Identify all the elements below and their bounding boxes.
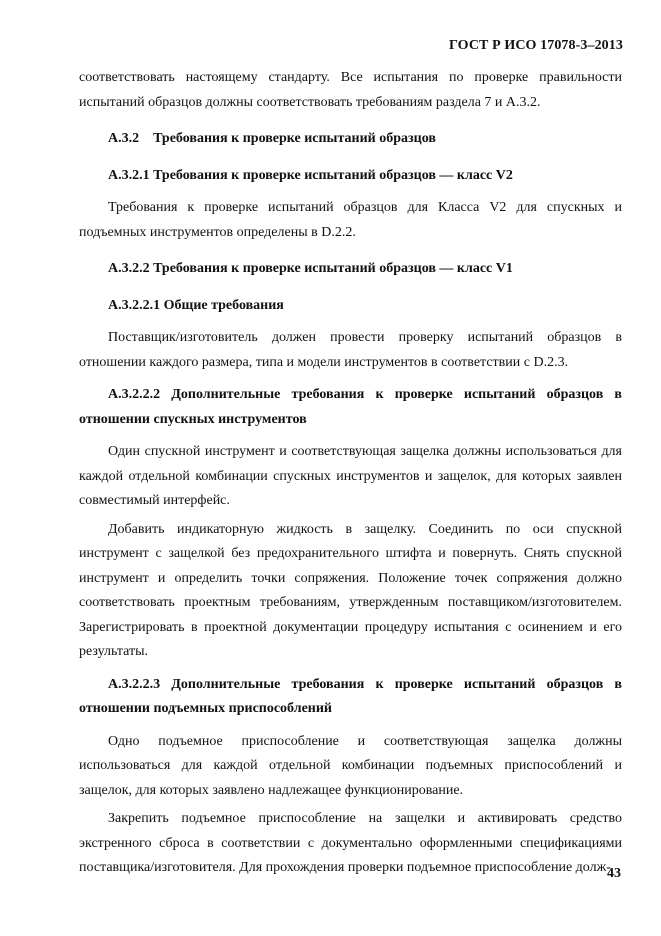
heading-a-3-2-2: А.3.2.2 Требования к проверке испытаний образцов — класс V1 xyxy=(108,261,513,276)
heading-a-3-2-1: А.3.2.1 Требования к проверке испытаний образцов — класс V2 xyxy=(108,167,513,183)
heading-a-3-2-2-2: А.3.2.2.2 Дополнительные требования к проверке испытаний образцов в отношении спускных инструментов xyxy=(79,387,622,427)
heading-a-3-2: А.3.2 Требования к проверке испытаний образцов xyxy=(108,131,436,146)
heading-a-3-2-2-1: А.3.2.2.1 Общие требования xyxy=(108,297,284,313)
paragraph-running-tool-1: Один спускной инструмент и соответствующая защелка должны использоваться для каждой отдельной комбинации спускных инструментов и защелок, для которых заявлен совместимый интерфейс. xyxy=(79,444,622,508)
paragraph-pulling-tool-2: Закрепить подъемное приспособление на защелки и активировать средство экстренного сброса в соответствии с документально оформленными спецификациями поставщика/изготовителя. Для прохождения проверки подъемное приспособление долж- xyxy=(79,811,622,875)
heading-a-3-2-2-3: А.3.2.2.3 Дополнительные требования к проверке испытаний образцов в отношении подъемных приспособлений xyxy=(79,676,622,716)
standard-header: ГОСТ Р ИСО 17078-3–2013 xyxy=(449,38,623,53)
page-body xyxy=(79,66,622,881)
paragraph-running-tool-2: Добавить индикаторную жидкость в защелку. Соединить по оси спускной инструмент с защелкой без предохранительного штифта и повернуть. Снять спускной инструмент и определить точки сопряжения. Положение точек сопряжения должно соответствовать проектным требованиям, утвержденным поставщиком/изготовителем. Зарегистрировать в проектной документации процедуру испытания с осинением и его результаты. xyxy=(79,521,622,659)
page-number: 43 xyxy=(607,866,621,881)
paragraph-general-requirements: Поставщик/изготовитель должен провести проверку испытаний образцов в отношении каждого размера, типа и модели инструментов в соответствии с D.2.3. xyxy=(79,330,622,370)
paragraph-class-v2: Требования к проверке испытаний образцов для Класса V2 для спускных и подъемных инструментов определены в D.2.2. xyxy=(79,200,622,240)
paragraph-continuation: соответствовать настоящему стандарту. Все испытания по проверке правильности испытаний образцов должны соответствовать требованиям раздела 7 и А.3.2. xyxy=(79,70,622,110)
paragraph-pulling-tool-1: Одно подъемное приспособление и соответствующая защелка должны использоваться для каждой отдельной комбинации подъемных приспособлений и защелок, для которых заявлено надлежащее функционирование. xyxy=(79,733,622,798)
